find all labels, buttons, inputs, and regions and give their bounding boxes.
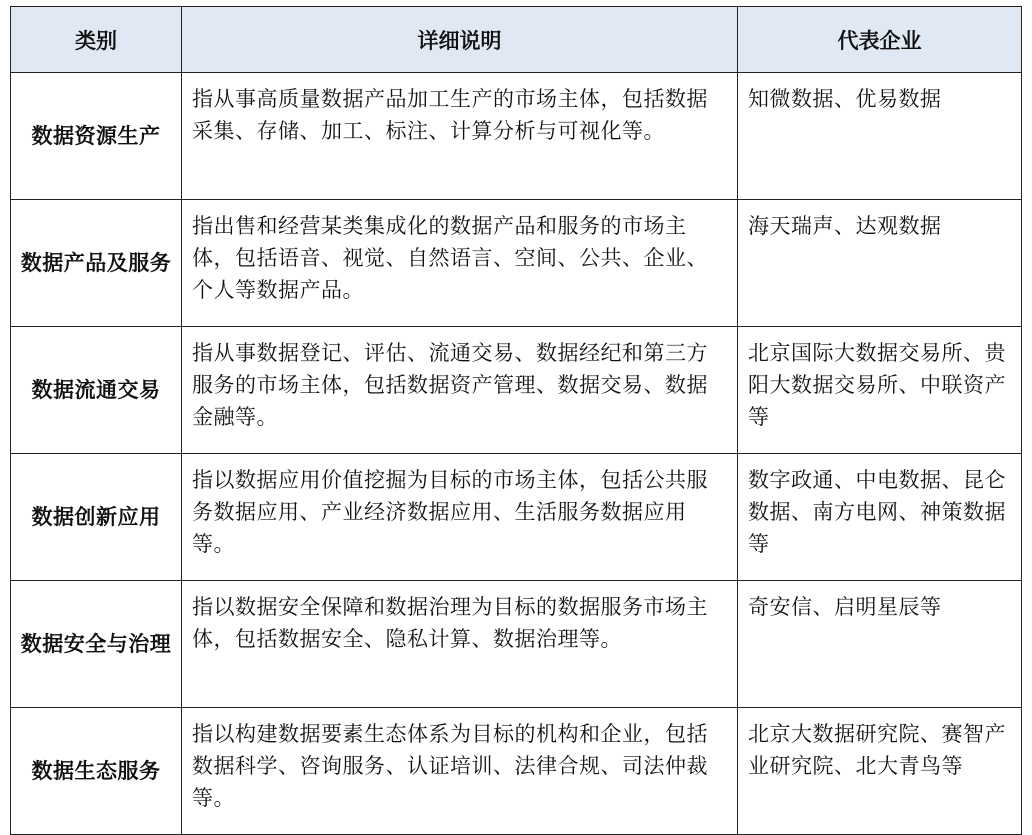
row-companies: 北京大数据研究院、赛智产业研究院、北大青鸟等 xyxy=(738,708,1022,835)
row-description: 指从事数据登记、评估、流通交易、数据经纪和第三方服务的市场主体，包括数据资产管理、数据交易、数据金融等。 xyxy=(182,327,738,454)
row-category: 数据产品及服务 xyxy=(11,200,182,327)
row-description: 指以构建数据要素生态体系为目标的机构和企业，包括数据科学、咨询服务、认证培训、法律合规、司法仲裁等。 xyxy=(182,708,738,835)
table-row xyxy=(11,454,1022,581)
table-row xyxy=(11,200,1022,327)
header-companies: 代表企业 xyxy=(738,7,1022,73)
row-companies: 数字政通、中电数据、昆仑数据、南方电网、神策数据等 xyxy=(738,454,1022,581)
row-category: 数据生态服务 xyxy=(11,708,182,835)
table-row xyxy=(11,581,1022,708)
row-companies: 知微数据、优易数据 xyxy=(738,73,1022,200)
header-row xyxy=(11,7,1022,73)
header-description: 详细说明 xyxy=(182,7,738,73)
table-row xyxy=(11,73,1022,200)
table-row xyxy=(11,327,1022,454)
row-description: 指出售和经营某类集成化的数据产品和服务的市场主体，包括语音、视觉、自然语言、空间、公共、企业、个人等数据产品。 xyxy=(182,200,738,327)
header-category: 类别 xyxy=(11,7,182,73)
row-category: 数据流通交易 xyxy=(11,327,182,454)
data-market-table xyxy=(10,6,1022,835)
row-companies: 海天瑞声、达观数据 xyxy=(738,200,1022,327)
row-description: 指从事高质量数据产品加工生产的市场主体，包括数据采集、存储、加工、标注、计算分析与可视化等。 xyxy=(182,73,738,200)
row-companies: 奇安信、启明星辰等 xyxy=(738,581,1022,708)
row-category: 数据创新应用 xyxy=(11,454,182,581)
row-category: 数据安全与治理 xyxy=(11,581,182,708)
row-companies: 北京国际大数据交易所、贵阳大数据交易所、中联资产等 xyxy=(738,327,1022,454)
table-row xyxy=(11,708,1022,835)
row-category: 数据资源生产 xyxy=(11,73,182,200)
row-description: 指以数据安全保障和数据治理为目标的数据服务市场主体，包括数据安全、隐私计算、数据治理等。 xyxy=(182,581,738,708)
row-description: 指以数据应用价值挖掘为目标的市场主体，包括公共服务数据应用、产业经济数据应用、生活服务数据应用等。 xyxy=(182,454,738,581)
